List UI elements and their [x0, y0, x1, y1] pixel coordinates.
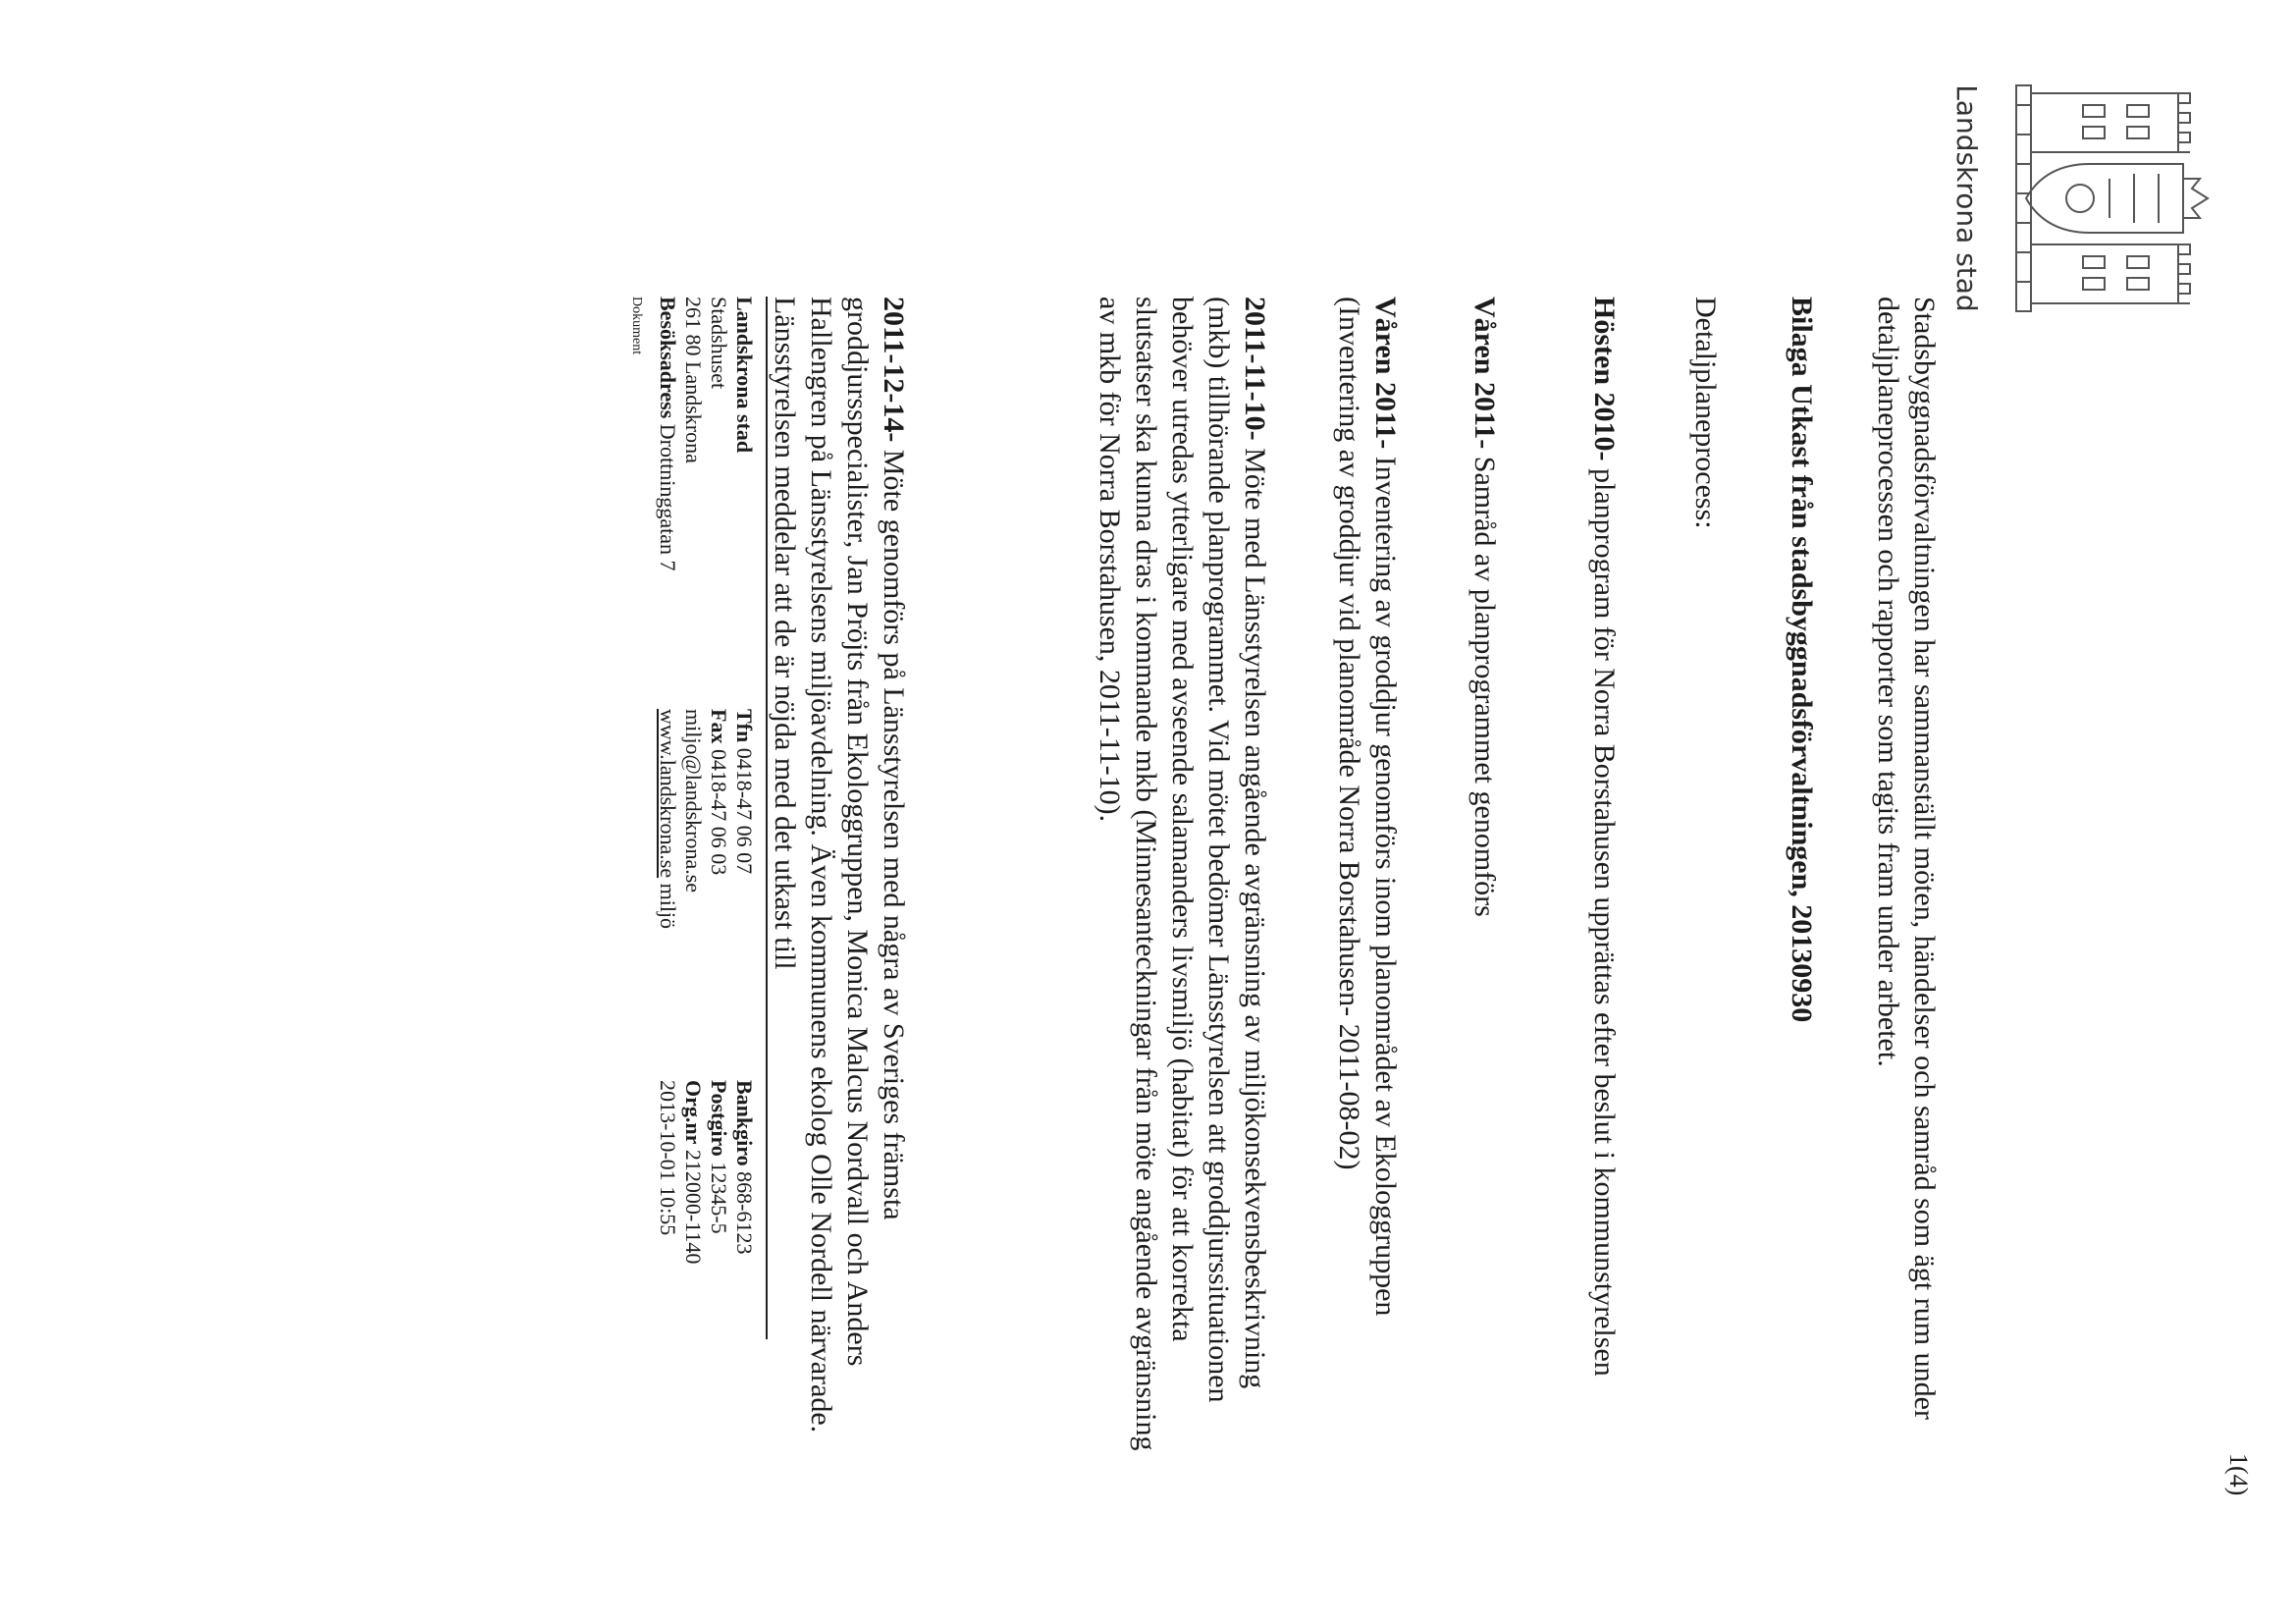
footer-building: Stadshuset	[707, 297, 731, 390]
footer-contact	[655, 709, 757, 1003]
footer-visit-value: Drottninggatan 7	[656, 418, 680, 571]
footer-phone	[731, 709, 757, 1003]
footer-web-link[interactable]: www.landskrona.se	[656, 709, 680, 879]
footer-divider	[766, 297, 768, 1339]
footer-orgnr-label: Org.nr	[681, 1080, 706, 1145]
entry-text: Inventering av groddjur genomförs inom planområdet av Ekologgruppen (Inventering av groddjur vid planområde Norra Borstahusen- 2011-08-02)	[1333, 297, 1402, 1317]
footer-org-name: Landskrona stad	[732, 297, 757, 454]
intro-paragraph: Stadsbyggnadsförvaltningen har sammanställt möten, händelser och samråd som ägt rum under detaljplaneprocessen och rapporter som tagits fram under arbetet.	[1872, 297, 1941, 1420]
entry-date: Hösten 2010-	[1588, 297, 1621, 461]
footer-timestamp: 2013-10-01 10:55	[656, 1080, 680, 1236]
footer-orgnr	[680, 1080, 706, 1375]
footer-email[interactable]: miljo@landskrona.se	[681, 709, 706, 893]
timeline-entry	[767, 297, 912, 1455]
footer-postgiro	[706, 1080, 731, 1375]
footer-postgiro-value: 12345-5	[707, 1156, 731, 1234]
process-label: Detaljplaneprocess:	[1689, 297, 1722, 529]
municipality-logo	[1923, 76, 2217, 321]
entry-date: 2011-12-14-	[878, 297, 910, 443]
footer-document-label: Dokument	[629, 297, 644, 355]
footer-postgiro-label: Postgiro	[707, 1080, 731, 1157]
attachment-title: Bilaga Utkast från stadsbyggnadsförvaltningen, 20130930	[1786, 297, 1818, 1023]
footer-fax-label: Fax	[707, 709, 731, 744]
entry-date: 2011-11-10-	[1239, 297, 1271, 441]
footer-payment	[655, 1080, 757, 1375]
footer-orgnr-value: 212000-1140	[681, 1144, 706, 1265]
timeline-entry	[1586, 297, 1623, 1455]
footer-bankgiro	[731, 1080, 757, 1375]
footer-phone-label: Tfn	[732, 709, 757, 743]
entry-date: Våren 2011-	[1369, 297, 1402, 450]
timeline-entry	[1331, 297, 1404, 1455]
coat-of-arms-icon	[1923, 76, 2217, 321]
footer-visit-address	[655, 297, 680, 591]
footer-fax-value: 0418-47 06 03	[707, 743, 731, 876]
entry-text: Möte genomförs på Länsstyrelsen med några av Sveriges främsta groddjursspecialister, Jan Pröjts från Ekologgruppen, Monica Malcus Nordvall och Anders Hallengren på Länsstyrelsens miljöavdelning. Även kommunens ekolog Olle Nordell närvarade. Länsstyrelsen meddelar att de är nöjda med det utkast till	[769, 297, 910, 1434]
entry-text: Samråd av planprogrammet genomförs	[1468, 449, 1501, 917]
footer-web	[655, 709, 680, 1003]
footer-bankgiro-value: 868-6123	[732, 1165, 757, 1255]
entry-date: Våren 2011-	[1468, 297, 1501, 450]
timeline-entry	[1092, 297, 1273, 1455]
entry-text: planprogram för Norra Borstahusen upprättas efter beslut i kommunstyrelsen	[1588, 460, 1621, 1377]
footer-visit-label: Besöksadress	[656, 297, 680, 419]
footer-address	[655, 297, 757, 591]
footer-phone-value: 0418-47 06 07	[732, 742, 757, 875]
logo-text: Landskrona stad	[1950, 84, 1983, 312]
entry-text: Möte med Länsstyrelsen angående avgränsning av miljökonsekvensbeskrivning (mkb) tillhörande planprogrammet. Vid mötet bedömer Länsstyrelsen att groddjurssituationen behöver utredas ytterligare med avseende salamanders livsmiljö (habitat) för att korrekta slutsatser ska kunna dras i kommande mkb (Minnesanteckningar från möte angående avgränsning av mkb för Norra Borstahusen, 2011-11-10).	[1094, 297, 1271, 1451]
timeline-entry	[1467, 297, 1503, 1455]
footer-web-suffix: miljö	[656, 878, 680, 930]
footer-fax	[706, 709, 731, 1003]
footer-bankgiro-label: Bankgiro	[732, 1080, 757, 1166]
footer-postal: 261 80 Landskrona	[681, 297, 706, 463]
page-number: 1(4)	[2224, 1453, 2253, 1496]
